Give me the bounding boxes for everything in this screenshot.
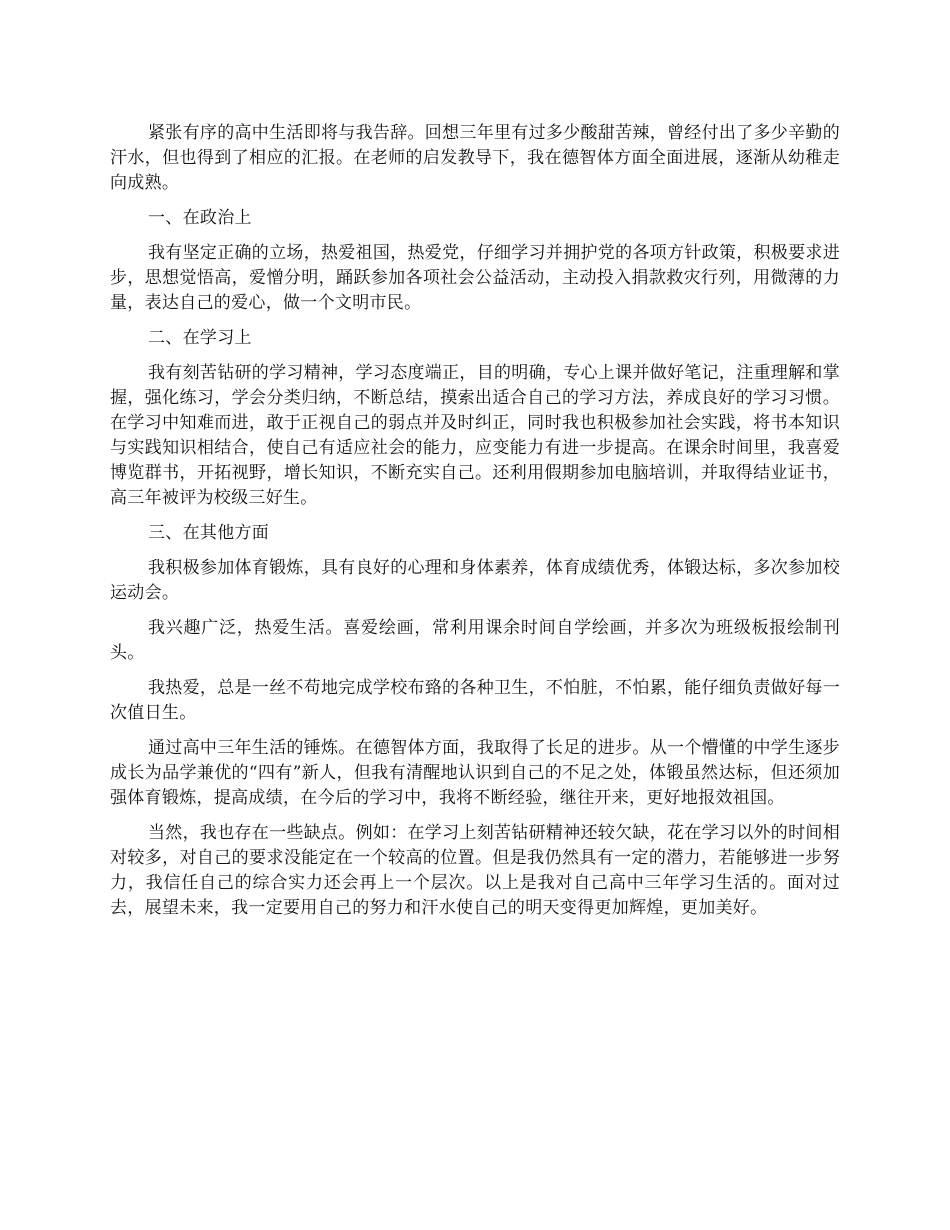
section-heading-other: 三、在其他方面 <box>148 523 270 543</box>
document-body <box>110 121 840 931</box>
duty-paragraph: 我热爱，总是一丝不苟地完成学校布臵的各种卫生，不怕脏，不怕累，能仔细负责做好每一次值日生。 <box>110 678 840 723</box>
section-heading-politics: 一、在政治上 <box>148 208 252 228</box>
politics-paragraph: 我有坚定正确的立场，热爱祖国，热爱党，仔细学习并拥护党的各项方针政策，积极要求进步，思想觉悟高，爱憎分明，踊跃参加各项社会公益活动，主动投入捐款救灾行列，用微薄的力量，表达自己的爱心，做一个文明市民。 <box>110 243 840 313</box>
summary-paragraph: 通过高中三年生活的锤炼。在德智体方面，我取得了长足的进步。从一个懵懂的中学生逐步成长为品学兼优的“四有”新人，但我有清醒地认识到自己的不足之处，体锻虽然达标，但还须加强体育锻炼，提高成绩，在今后的学习中，我将不断经验，继往开来，更好地报效祖国。 <box>110 738 840 808</box>
intro-paragraph: 紧张有序的高中生活即将与我告辞。回想三年里有过多少酸甜苦辣，曾经付出了多少辛勤的汗水，但也得到了相应的汇报。在老师的启发教导下，我在德智体方面全面进展，逐渐从幼稚走向成熟。 <box>110 123 840 193</box>
closing-paragraph: 当然，我也存在一些缺点。例如：在学习上刻苦钻研精神还较欠缺，花在学习以外的时间相对较多，对自己的要求没能定在一个较高的位置。但是我仍然具有一定的潜力，若能够进一步努力，我信任自己的综合实力还会再上一个层次。以上是我对自己高中三年学习生活的。面对过去，展望未来，我一定要用自己的努力和汗水使自己的明天变得更加辉煌，更加美好。 <box>110 823 840 918</box>
sports-paragraph: 我积极参加体育锻炼，具有良好的心理和身体素养，体育成绩优秀，体锻达标，多次参加校运动会。 <box>110 558 840 603</box>
hobbies-paragraph: 我兴趣广泛，热爱生活。喜爱绘画，常利用课余时间自学绘画，并多次为班级板报绘制刊头。 <box>110 618 840 663</box>
section-heading-study: 二、在学习上 <box>148 328 252 348</box>
study-paragraph: 我有刻苦钻研的学习精神，学习态度端正，目的明确，专心上课并做好笔记，注重理解和掌握，强化练习，学会分类归纳，不断总结，摸索出适合自己的学习方法，养成良好的学习习惯。在学习中知难而进，敢于正视自己的弱点并及时纠正，同时我也积极参加社会实践，将书本知识与实践知识相结合，使自己有适应社会的能力，应变能力有进一步提高。在课余时间里，我喜爱博览群书，开拓视野，增长知识，不断充实自己。还利用假期参加电脑培训，并取得结业证书，高三年被评为校级三好生。 <box>110 363 840 508</box>
